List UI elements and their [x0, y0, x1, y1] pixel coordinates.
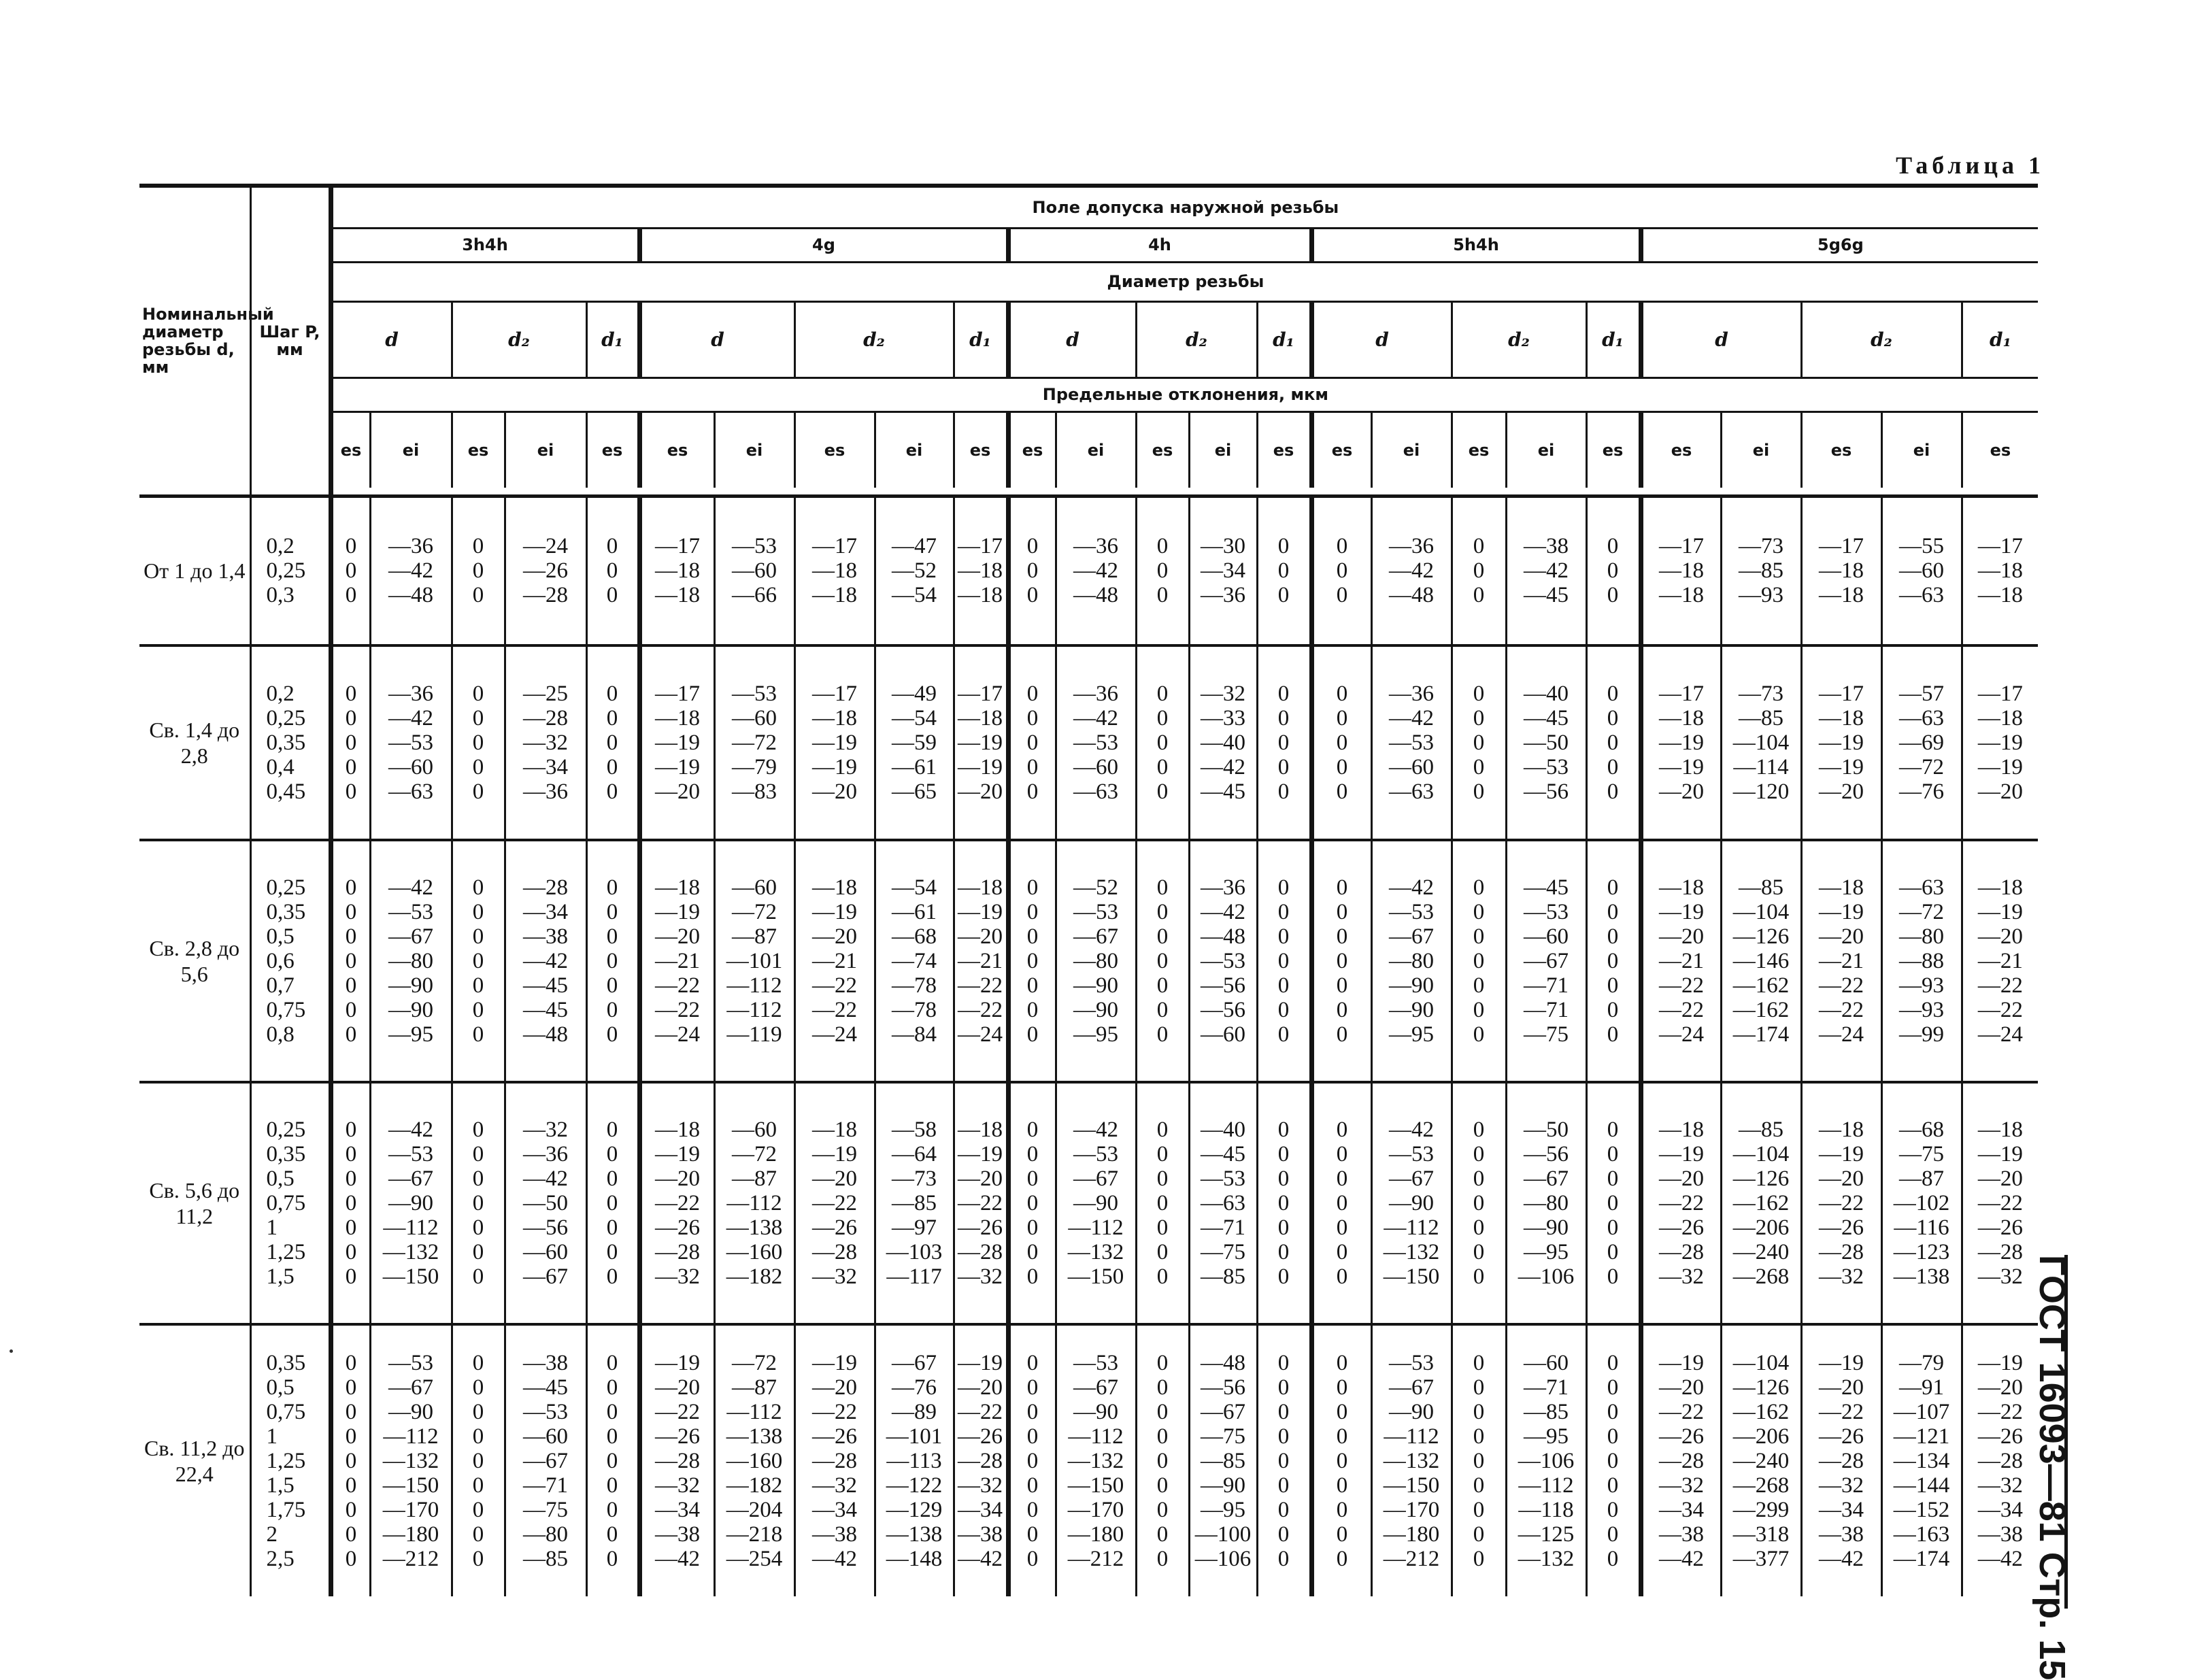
deviation-values: —85 —104 —126 —162 —206 —240 —268 [1721, 1082, 1801, 1324]
pitch-values: 0,25 0,35 0,5 0,75 1 1,25 1,5 [250, 1082, 331, 1324]
deviation-values: 0 0 0 0 0 0 0 0 0 [1008, 1324, 1056, 1596]
deviation-values: —40 —45 —53 —63 —71 —75 —85 [1189, 1082, 1257, 1324]
deviation-values: —67 —76 —89 —101 —113 —122 —129 —138 —148 [875, 1324, 954, 1596]
deviation-values: 0 0 0 [452, 496, 505, 645]
deviation-values: —32 —36 —42 —50 —56 —60 —67 [505, 1082, 586, 1324]
deviation-values: —19 —20 —22 —26 —28 —32 —34 —38 —42 [794, 1324, 875, 1596]
deviation-values: 0 0 0 0 0 0 0 [1008, 1082, 1056, 1324]
deviation-values: 0 0 0 0 0 0 0 0 0 [331, 1324, 370, 1596]
deviation-values: 0 0 0 0 0 [1586, 645, 1641, 840]
deviation-values: —17 —18 —18 [1962, 496, 2038, 645]
deviation-values: 0 0 0 [1008, 496, 1056, 645]
es-header: es [1257, 411, 1311, 488]
es-header: es [1452, 411, 1506, 488]
deviation-values: —52 —53 —67 —80 —90 —90 —95 [1056, 840, 1136, 1082]
deviation-values: —36 —42 —48 [1056, 496, 1136, 645]
deviation-values: —53 —60 —66 [714, 496, 794, 645]
deviation-values: —18 —19 —20 —22 —26 —28 —32 [794, 1082, 875, 1324]
deviation-values: 0 0 0 0 0 [1136, 645, 1189, 840]
deviation-values: —53 —67 —90 —112 —132 —150 —170 —180 —212 [1371, 1324, 1452, 1596]
deviation-values: 0 0 0 0 0 0 0 [1257, 840, 1311, 1082]
deviation-values: —36 —42 —48 [370, 496, 452, 645]
deviation-values: 0 0 0 0 0 0 0 0 0 [452, 1324, 505, 1596]
deviation-values: —17 —18 —19 —19 —20 [639, 645, 714, 840]
table-title: Таблица 1 [1896, 152, 2045, 179]
deviation-values: —18 —19 —20 —22 —26 —28 —32 [1801, 1082, 1881, 1324]
deviation-values: —19 —20 —22 —26 —28 —32 —34 —38 —42 [954, 1324, 1008, 1596]
deviation-values: 0 0 0 0 0 0 0 [1586, 840, 1641, 1082]
table-row [139, 496, 2038, 645]
deviation-values: —42 —53 —67 —80 —90 —90 —95 [1371, 840, 1452, 1082]
diameter-range: Св. 5,6 до 11,2 [149, 1178, 240, 1228]
deviation-values: 0 0 0 [1257, 496, 1311, 645]
deviation-values: —18 —19 —20 —21 —22 —22 —24 [794, 840, 875, 1082]
deviation-values: —36 —42 —48 [1371, 496, 1452, 645]
deviation-values: 0 0 0 0 0 0 0 [1257, 1082, 1311, 1324]
deviation-values: —50 —56 —67 —80 —90 —95 —106 [1506, 1082, 1586, 1324]
ei-header: ei [1881, 411, 1962, 488]
deviation-values: 0 0 0 0 0 0 0 [586, 840, 639, 1082]
tolerance-field-header: Поле допуска наружной резьбы [331, 186, 2038, 228]
deviation-values: —57 —63 —69 —72 —76 [1881, 645, 1962, 840]
ei-header: ei [505, 411, 586, 488]
diameter-row [139, 301, 2038, 377]
diameter-d-header: d [639, 301, 794, 377]
es-header: es [1962, 411, 2038, 488]
deviation-values: —17 —18 —19 —19 —20 [1962, 645, 2038, 840]
ei-header: ei [1371, 411, 1452, 488]
diameter-range: Св. 1,4 до 2,8 [149, 718, 240, 768]
deviation-table [139, 184, 2038, 1596]
deviation-values: —60 —72 —87 —101 —112 —112 —119 [714, 840, 794, 1082]
deviation-values: 0 0 0 0 0 0 0 [1452, 1082, 1506, 1324]
deviation-values: —18 —19 —20 —21 —22 —22 —24 [1962, 840, 2038, 1082]
es-header: es [1801, 411, 1881, 488]
deviation-values: —19 —20 —22 —26 —28 —32 —34 —38 —42 [1801, 1324, 1881, 1596]
deviation-values: —18 —19 —20 —22 —26 —28 —32 [954, 1082, 1008, 1324]
deviation-values: 0 0 0 0 0 [586, 645, 639, 840]
deviation-values: —17 —18 —18 [794, 496, 875, 645]
diameter-range: От 1 до 1,4 [144, 558, 246, 584]
deviation-values: —58 —64 —73 —85 —97 —103 —117 [875, 1082, 954, 1324]
thread-diameter-header: Диаметр резьбы [331, 262, 2038, 301]
deviation-values: —17 —18 —19 —19 —20 [954, 645, 1008, 840]
ei-header: ei [1189, 411, 1257, 488]
diameter-d-header: d [1311, 301, 1452, 377]
ei-header: ei [875, 411, 954, 488]
deviation-values: 0 0 0 0 0 0 0 [1136, 1082, 1189, 1324]
pitch-values: 0,2 0,25 0,3 [250, 496, 331, 645]
deviation-values: 0 0 0 [1586, 496, 1641, 645]
deviation-values: 0 0 0 0 0 0 0 [1452, 840, 1506, 1082]
deviation-values: —18 —19 —20 —21 —22 —22 —24 [1801, 840, 1881, 1082]
pitch-values: 0,35 0,5 0,75 1 1,25 1,5 1,75 2 2,5 [250, 1324, 331, 1596]
class-4g: 4g [639, 228, 1008, 262]
diameter-d2-header: d₂ [1452, 301, 1586, 377]
pitch-header: Шаг P, мм [250, 186, 331, 496]
deviation-values: —18 —19 —20 —22 —26 —28 —32 [639, 1082, 714, 1324]
deviation-values: —32 —33 —40 —42 —45 [1189, 645, 1257, 840]
deviation-values: —18 —19 —20 —21 —22 —22 —24 [1641, 840, 1721, 1082]
deviation-values: —60 —72 —87 —112 —138 —160 —182 [714, 1082, 794, 1324]
deviation-values: 0 0 0 0 0 0 0 0 0 [1586, 1324, 1641, 1596]
es-header: es [1641, 411, 1721, 488]
deviation-values: —72 —87 —112 —138 —160 —182 —204 —218 —254 [714, 1324, 794, 1596]
deviation-values: —54 —61 —68 —74 —78 —78 —84 [875, 840, 954, 1082]
deviation-values: 0 0 0 0 0 0 0 0 0 [1311, 1324, 1371, 1596]
deviation-values: 0 0 0 0 0 0 0 [452, 840, 505, 1082]
deviation-values: —28 —34 —38 —42 —45 —45 —48 [505, 840, 586, 1082]
deviation-values: —30 —34 —36 [1189, 496, 1257, 645]
ei-header: ei [714, 411, 794, 488]
deviation-values: 0 0 0 0 0 [331, 645, 370, 840]
deviation-values: —25 —28 —32 —34 —36 [505, 645, 586, 840]
deviation-values: 0 0 0 0 0 0 0 [331, 1082, 370, 1324]
deviation-values: —36 —42 —53 —60 —63 [1371, 645, 1452, 840]
es-header: es [1008, 411, 1056, 488]
deviation-values: 0 0 0 0 0 0 0 [1586, 1082, 1641, 1324]
deviation-values: —17 —18 —18 [1641, 496, 1721, 645]
deviation-values: —73 —85 —93 [1721, 496, 1801, 645]
deviation-values: 0 0 0 0 0 0 0 0 0 [1257, 1324, 1311, 1596]
diameter-d1-header: d₁ [586, 301, 639, 377]
diameter-range: Св. 2,8 до 5,6 [149, 936, 240, 986]
deviation-values: —19 —20 —22 —26 —28 —32 —34 —38 —42 [1962, 1324, 2038, 1596]
page-side-label: ГОСТ 16093—81 Стр. 15 [2032, 1255, 2073, 1680]
diameter-d2-header: d₂ [794, 301, 954, 377]
deviation-values: —47 —52 —54 [875, 496, 954, 645]
deviation-values: —18 —19 —20 —22 —26 —28 —32 [1962, 1082, 2038, 1324]
deviation-values: —63 —72 —80 —88 —93 —93 —99 [1881, 840, 1962, 1082]
deviation-values: —53 —67 —90 —112 —132 —150 —170 —180 —212 [1056, 1324, 1136, 1596]
diameter-d2-header: d₂ [1136, 301, 1257, 377]
diameter-d1-header: d₁ [1257, 301, 1311, 377]
es-header: es [794, 411, 875, 488]
es-header: es [1586, 411, 1641, 488]
deviation-values: 0 0 0 0 0 0 0 [586, 1082, 639, 1324]
deviation-values: —17 —18 —18 [639, 496, 714, 645]
deviation-values: 0 0 0 0 0 [1311, 645, 1371, 840]
es-header: es [586, 411, 639, 488]
deviation-values: —73 —85 —104 —114 —120 [1721, 645, 1801, 840]
deviation-values: —17 —18 —19 —19 —20 [794, 645, 875, 840]
deviation-values: —36 —42 —48 —53 —56 —56 —60 [1189, 840, 1257, 1082]
table-row [139, 840, 2038, 1082]
deviation-values: —18 —19 —20 —22 —26 —28 —32 [1641, 1082, 1721, 1324]
deviation-values: 0 0 0 [586, 496, 639, 645]
deviation-values: 0 0 0 [331, 496, 370, 645]
deviation-values: —18 —19 —20 —21 —22 —22 —24 [954, 840, 1008, 1082]
ei-header: ei [370, 411, 452, 488]
diameter-d1-header: d₁ [1586, 301, 1641, 377]
deviation-values: 0 0 0 0 0 0 0 0 0 [586, 1324, 639, 1596]
deviation-values: —36 —42 —53 —60 —63 [370, 645, 452, 840]
deviation-values: —19 —20 —22 —26 —28 —32 —34 —38 —42 [639, 1324, 714, 1596]
deviation-values: —17 —18 —19 —19 —20 [1801, 645, 1881, 840]
deviation-values: —18 —19 —20 —21 —22 —22 —24 [639, 840, 714, 1082]
limit-deviations-header: Предельные отклонения, мкм [331, 377, 2038, 411]
class-5h4h: 5h4h [1311, 228, 1641, 262]
deviation-values: —19 —20 —22 —26 —28 —32 —34 —38 —42 [1641, 1324, 1721, 1596]
diameter-d-header: d [331, 301, 452, 377]
deviation-values: —42 —53 —67 —80 —90 —90 —95 [370, 840, 452, 1082]
pitch-values: 0,2 0,25 0,35 0,4 0,45 [250, 645, 331, 840]
deviation-values: —36 —42 —53 —60 —63 [1056, 645, 1136, 840]
deviation-values: —60 —71 —85 —95 —106 —112 —118 —125 —132 [1506, 1324, 1586, 1596]
es-header: es [1311, 411, 1371, 488]
deviation-values: —55 —60 —63 [1881, 496, 1962, 645]
diameter-d1-header: d₁ [1962, 301, 2038, 377]
es-header: es [331, 411, 370, 488]
deviation-values: —104 —126 —162 —206 —240 —268 —299 —318 —377 [1721, 1324, 1801, 1596]
ei-header: ei [1056, 411, 1136, 488]
deviation-values: —38 —42 —45 [1506, 496, 1586, 645]
diameter-d-header: d [1008, 301, 1136, 377]
deviation-values: 0 0 0 0 0 [1452, 645, 1506, 840]
deviation-values: 0 0 0 0 0 [1008, 645, 1056, 840]
deviation-values: —17 —18 —18 [954, 496, 1008, 645]
deviation-values: 0 0 0 0 0 0 0 [1311, 840, 1371, 1082]
deviation-values: 0 0 0 0 0 0 0 [1008, 840, 1056, 1082]
table-row [139, 645, 2038, 840]
deviation-values: 0 0 0 [1311, 496, 1371, 645]
deviation-values: 0 0 0 0 0 [1257, 645, 1311, 840]
deviation-values: —53 —60 —72 —79 —83 [714, 645, 794, 840]
nominal-diameter-header: Номинальный диаметр резьбы d, мм [139, 186, 250, 496]
deviation-values: 0 0 0 0 0 [452, 645, 505, 840]
es-ei-row [139, 411, 2038, 488]
deviation-values: —17 —18 —18 [1801, 496, 1881, 645]
es-header: es [452, 411, 505, 488]
class-5g6g: 5g6g [1641, 228, 2038, 262]
deviation-values: —53 —67 —90 —112 —132 —150 —170 —180 —212 [370, 1324, 452, 1596]
deviation-values: —42 —53 —67 —90 —112 —132 —150 [1371, 1082, 1452, 1324]
deviation-values: —17 —18 —19 —19 —20 [1641, 645, 1721, 840]
deviation-values: —79 —91 —107 —121 —134 —144 —152 —163 —174 [1881, 1324, 1962, 1596]
diameter-d2-header: d₂ [452, 301, 586, 377]
deviation-values: —42 —53 —67 —90 —112 —132 —150 [1056, 1082, 1136, 1324]
deviation-values: —49 —54 —59 —61 —65 [875, 645, 954, 840]
deviation-values: —68 —75 —87 —102 —116 —123 —138 [1881, 1082, 1962, 1324]
deviation-values: —38 —45 —53 —60 —67 —71 —75 —80 —85 [505, 1324, 586, 1596]
deviation-values: —42 —53 —67 —90 —112 —132 —150 [370, 1082, 452, 1324]
deviation-values: 0 0 0 [1136, 496, 1189, 645]
deviation-values: 0 0 0 0 0 0 0 [452, 1082, 505, 1324]
scan-dot [10, 1349, 13, 1353]
class-4h: 4h [1008, 228, 1311, 262]
es-header: es [639, 411, 714, 488]
deviation-values: 0 0 0 0 0 0 0 [331, 840, 370, 1082]
es-header: es [954, 411, 1008, 488]
ei-header: ei [1721, 411, 1801, 488]
diameter-d-header: d [1641, 301, 1801, 377]
deviation-values: —40 —45 —50 —53 —56 [1506, 645, 1586, 840]
deviation-values: 0 0 0 [1452, 496, 1506, 645]
deviation-values: —24 —26 —28 [505, 496, 586, 645]
es-header: es [1136, 411, 1189, 488]
class-3h4h: 3h4h [331, 228, 639, 262]
deviation-values: 0 0 0 0 0 0 0 [1311, 1082, 1371, 1324]
deviation-values: —85 —104 —126 —146 —162 —162 —174 [1721, 840, 1801, 1082]
diameter-d2-header: d₂ [1801, 301, 1962, 377]
table-row [139, 1324, 2038, 1596]
pitch-values: 0,25 0,35 0,5 0,6 0,7 0,75 0,8 [250, 840, 331, 1082]
deviation-values: 0 0 0 0 0 0 0 0 0 [1136, 1324, 1189, 1596]
deviation-values: 0 0 0 0 0 0 0 [1136, 840, 1189, 1082]
diameter-range: Св. 11,2 до 22,4 [144, 1436, 245, 1486]
deviation-values: —48 —56 —67 —75 —85 —90 —95 —100 —106 [1189, 1324, 1257, 1596]
diameter-d1-header: d₁ [954, 301, 1008, 377]
deviation-values: 0 0 0 0 0 0 0 0 0 [1452, 1324, 1506, 1596]
deviation-values: —45 —53 —60 —67 —71 —71 —75 [1506, 840, 1586, 1082]
table-row [139, 1082, 2038, 1324]
ei-header: ei [1506, 411, 1586, 488]
